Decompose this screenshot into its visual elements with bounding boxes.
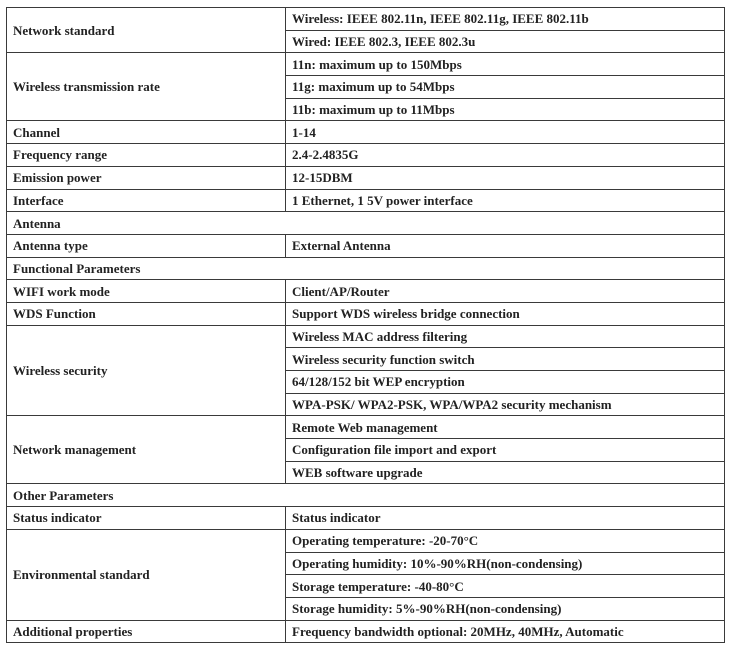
spec-value: WPA-PSK/ WPA2-PSK, WPA/WPA2 security mechanism — [286, 393, 725, 416]
specifications-table — [6, 7, 725, 643]
spec-value: 11n: maximum up to 150Mbps — [286, 53, 725, 76]
spec-value: Wireless MAC address filtering — [286, 325, 725, 348]
section-header-row — [7, 212, 725, 235]
spec-value: 1 Ethernet, 1 5V power interface — [286, 189, 725, 212]
spec-row — [7, 507, 725, 530]
spec-row — [7, 280, 725, 303]
spec-label: Antenna type — [7, 234, 286, 257]
spec-value: 1-14 — [286, 121, 725, 144]
spec-row — [7, 529, 725, 552]
section-header: Functional Parameters — [7, 257, 725, 280]
specifications-table-body — [7, 8, 725, 643]
spec-label: Network management — [7, 416, 286, 484]
spec-label: Frequency range — [7, 144, 286, 167]
spec-row — [7, 8, 725, 31]
spec-value: External Antenna — [286, 234, 725, 257]
spec-label: Status indicator — [7, 507, 286, 530]
spec-label: WIFI work mode — [7, 280, 286, 303]
spec-label: Emission power — [7, 166, 286, 189]
spec-label: Additional properties — [7, 620, 286, 643]
spec-value: Operating humidity: 10%-90%RH(non-condensing) — [286, 552, 725, 575]
spec-value: Remote Web management — [286, 416, 725, 439]
spec-row — [7, 189, 725, 212]
spec-value: 2.4-2.4835G — [286, 144, 725, 167]
spec-value: Status indicator — [286, 507, 725, 530]
spec-row — [7, 416, 725, 439]
spec-label: Channel — [7, 121, 286, 144]
spec-row — [7, 166, 725, 189]
spec-label: Environmental standard — [7, 529, 286, 620]
spec-value: Storage temperature: -40-80°C — [286, 575, 725, 598]
spec-value: Storage humidity: 5%-90%RH(non-condensing) — [286, 597, 725, 620]
spec-row — [7, 53, 725, 76]
spec-row — [7, 302, 725, 325]
spec-row — [7, 325, 725, 348]
spec-label: Interface — [7, 189, 286, 212]
spec-value: Frequency bandwidth optional: 20MHz, 40MHz, Automatic — [286, 620, 725, 643]
spec-value: Wired: IEEE 802.3, IEEE 802.3u — [286, 30, 725, 53]
spec-value: Operating temperature: -20-70°C — [286, 529, 725, 552]
section-header: Other Parameters — [7, 484, 725, 507]
spec-value: Support WDS wireless bridge connection — [286, 302, 725, 325]
spec-row — [7, 620, 725, 643]
spec-label: WDS Function — [7, 302, 286, 325]
section-header: Antenna — [7, 212, 725, 235]
spec-label: Wireless security — [7, 325, 286, 416]
spec-value: 11b: maximum up to 11Mbps — [286, 98, 725, 121]
spec-row — [7, 144, 725, 167]
spec-value: 64/128/152 bit WEP encryption — [286, 371, 725, 394]
spec-value: Wireless: IEEE 802.11n, IEEE 802.11g, IEEE 802.11b — [286, 8, 725, 31]
spec-label: Network standard — [7, 8, 286, 53]
spec-value: Wireless security function switch — [286, 348, 725, 371]
spec-row — [7, 234, 725, 257]
section-header-row — [7, 484, 725, 507]
spec-value: Configuration file import and export — [286, 439, 725, 462]
spec-row — [7, 121, 725, 144]
spec-value: Client/AP/Router — [286, 280, 725, 303]
spec-value: WEB software upgrade — [286, 461, 725, 484]
spec-label: Wireless transmission rate — [7, 53, 286, 121]
spec-value: 12-15DBM — [286, 166, 725, 189]
section-header-row — [7, 257, 725, 280]
spec-value: 11g: maximum up to 54Mbps — [286, 76, 725, 99]
